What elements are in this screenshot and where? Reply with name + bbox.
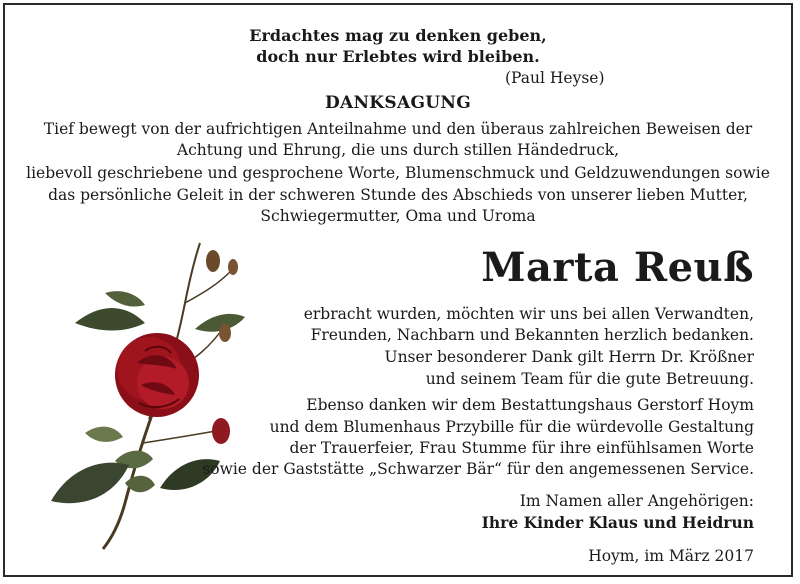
signature-line-1: Im Namen aller Angehörigen: xyxy=(519,492,754,510)
thanks2-line: und dem Blumenhaus Przybille für die würdevolle Gestaltung xyxy=(269,418,754,436)
obituary-notice xyxy=(3,3,793,577)
thanks-line: erbracht wurden, möchten wir uns bei allen Verwandten, xyxy=(303,305,754,323)
intro-line: das persönliche Geleit in der schweren Stunde des Abschieds von unserer lieben Mutter, xyxy=(48,186,748,204)
deceased-name: Marta Reuß xyxy=(481,244,754,291)
intro-line: Achtung und Ehrung, die uns durch stillen Händedruck, xyxy=(176,141,620,159)
thanks2-line: Ebenso danken wir dem Bestattungshaus Gerstorf Hoym xyxy=(306,396,754,414)
intro-line: liebevoll geschriebene und gesprochene Worte, Blumenschmuck und Geldzuwendungen sowie xyxy=(26,164,770,182)
thanks2-line: der Trauerfeier, Frau Stumme für ihre einfühlsamen Worte xyxy=(289,439,754,457)
thanks2-line: sowie der Gaststätte „Schwarzer Bär“ für den angemessenen Service. xyxy=(202,460,754,478)
intro-line: Tief bewegt von der aufrichtigen Anteilnahme und den überaus zahlreichen Beweisen der xyxy=(43,120,753,138)
thanks-line: Unser besonderer Dank gilt Herrn Dr. Krößner xyxy=(384,348,754,366)
rose-illustration xyxy=(45,233,255,553)
place-date: Hoym, im März 2017 xyxy=(588,547,754,565)
thanks-line: Freunden, Nachbarn und Bekannten herzlich bedanken. xyxy=(310,326,754,344)
heading-danksagung: DANKSAGUNG xyxy=(324,93,472,113)
intro-line: Schwiegermutter, Oma und Uroma xyxy=(260,207,536,225)
quote-line-1: Erdachtes mag zu denken geben, xyxy=(249,26,547,45)
quote-line-2: doch nur Erlebtes wird bleiben. xyxy=(256,47,540,66)
quote-attribution: (Paul Heyse) xyxy=(505,69,605,87)
signature-names: Ihre Kinder Klaus und Heidrun xyxy=(481,513,754,532)
thanks-line: und seinem Team für die gute Betreuung. xyxy=(425,370,754,388)
